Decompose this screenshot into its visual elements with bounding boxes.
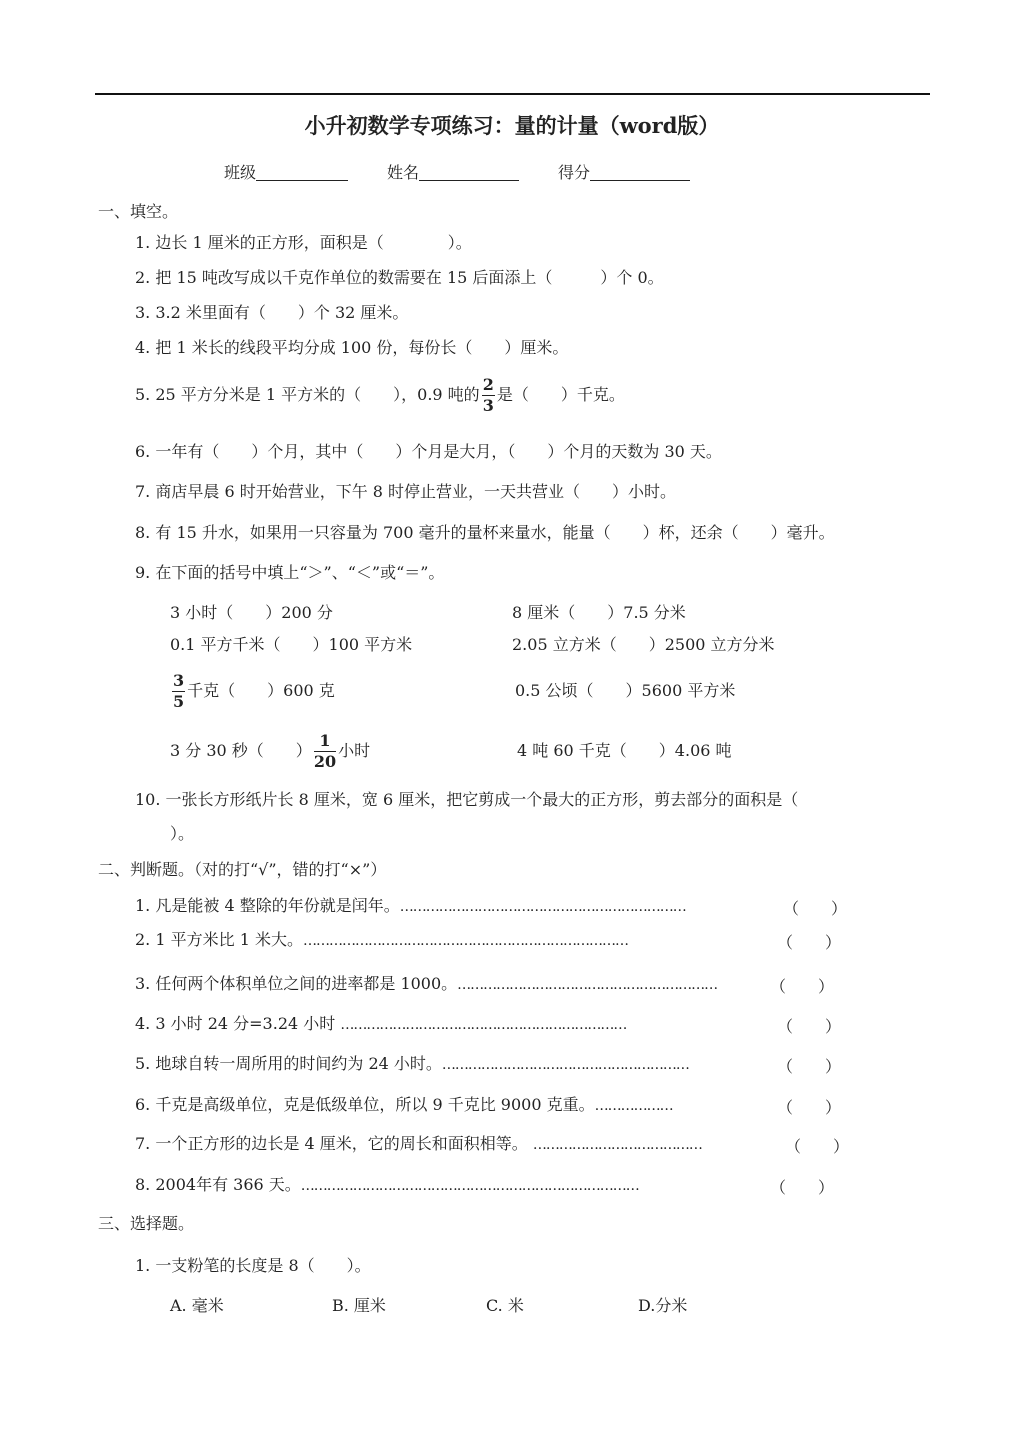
judge-answer-6[interactable]: （ ） — [777, 1098, 842, 1117]
section2-heading: 二、判断题。（对的打“√”，错的打“×”） — [98, 860, 387, 879]
score-blank[interactable] — [590, 162, 690, 181]
question-1-3: 3. 3.2 米里面有（ ）个 32 厘米。 — [135, 303, 409, 322]
question-1-7: 7. 商店早晨 6 时开始营业，下午 8 时停止营业，一天共营业（ ）小时。 — [135, 482, 677, 501]
compare-b1: 8 厘米（ ）7.5 分米 — [512, 603, 686, 622]
leader-dots: ……………… — [594, 1098, 673, 1114]
judge-text-6: 6. 千克是高级单位，克是低级单位，所以 9 千克比 9000 克重。 — [135, 1095, 595, 1114]
score-field — [558, 160, 690, 183]
page-title: 小升初数学专项练习：量的计量（word版） — [304, 113, 720, 138]
judge-item-3 — [135, 974, 717, 995]
fraction-denominator: 20 — [313, 752, 337, 771]
judge-item-5 — [135, 1054, 689, 1075]
score-label: 得分 — [558, 163, 591, 182]
question-1-5 — [135, 375, 625, 415]
compare-b2: 2.05 立方米（ ）2500 立方分米 — [512, 635, 775, 654]
q5-text-b: 是（ ）千克。 — [496, 385, 625, 404]
choice-option-b[interactable]: B. 厘米 — [332, 1296, 386, 1315]
compare-a1: 3 小时（ ）200 分 — [170, 603, 333, 622]
judge-answer-8[interactable]: （ ） — [770, 1178, 835, 1197]
compare-a4-text-b: 小时 — [338, 741, 371, 760]
fraction-denominator: 3 — [482, 396, 494, 415]
judge-item-4 — [135, 1014, 626, 1035]
name-blank[interactable] — [419, 162, 519, 181]
class-field — [224, 160, 348, 183]
question-1-2: 2. 把 15 吨改写成以千克作单位的数需要在 15 后面添上（ ）个 0。 — [135, 268, 664, 287]
compare-a2: 0.1 平方千米（ ）100 平方米 — [170, 635, 413, 654]
compare-b4: 4 吨 60 千克（ ）4.06 吨 — [517, 741, 732, 760]
leader-dots: …………………………………………………… — [457, 977, 718, 993]
compare-a3 — [170, 671, 335, 711]
section1-heading: 一、填空。 — [98, 202, 179, 221]
question-1-9: 9. 在下面的括号中填上“＞”、“＜”或“＝”。 — [135, 563, 445, 582]
judge-text-1: 1. 凡是能被 4 整除的年份就是闰年。 — [135, 896, 400, 915]
class-blank[interactable] — [256, 162, 348, 181]
compare-a3-text: 千克（ ）600 克 — [187, 681, 335, 700]
judge-text-3: 3. 任何两个体积单位之间的进率都是 1000。 — [135, 974, 458, 993]
question-1-1: 1. 边长 1 厘米的正方形，面积是（ ）。 — [135, 233, 472, 252]
fraction-denominator: 5 — [173, 692, 185, 711]
question-1-6: 6. 一年有（ ）个月，其中（ ）个月是大月，（ ）个月的天数为 30 天。 — [135, 442, 722, 461]
choice-option-c[interactable]: C. 米 — [486, 1296, 524, 1315]
name-label: 姓名 — [387, 163, 420, 182]
judge-text-2: 2. 1 平方米比 1 米大。 — [135, 930, 303, 949]
fraction-two-thirds — [482, 377, 495, 414]
judge-text-8: 8. 2004年有 366 天。 — [135, 1175, 301, 1194]
judge-answer-5[interactable]: （ ） — [777, 1057, 842, 1076]
leader-dots: ………………………………………………………… — [340, 1017, 627, 1033]
fraction-numerator: 3 — [173, 671, 185, 690]
leader-dots: ………………………………………………………………… — [302, 933, 628, 949]
fraction-three-fifths — [172, 673, 185, 710]
name-field — [387, 160, 519, 183]
choice-question-1: 1. 一支粉笔的长度是 8（ ）。 — [135, 1256, 371, 1275]
class-label: 班级 — [224, 163, 257, 182]
choice-option-a[interactable]: A. 毫米 — [170, 1296, 224, 1315]
judge-text-7: 7. 一个正方形的边长是 4 厘米，它的周长和面积相等。 — [135, 1134, 528, 1153]
leader-dots: ………………………………………………… — [441, 1057, 689, 1073]
section3-heading: 三、选择题。 — [98, 1214, 195, 1233]
question-1-8: 8. 有 15 升水，如果用一只容量为 700 毫升的量杯来量水，能量（ ）杯，还余（ ）毫升。 — [135, 523, 835, 542]
judge-item-7 — [135, 1134, 702, 1155]
judge-answer-1[interactable]: （ ） — [783, 899, 848, 918]
compare-a4-text-a: 3 分 30 秒（ ） — [170, 741, 312, 760]
judge-answer-2[interactable]: （ ） — [777, 933, 842, 952]
judge-text-5: 5. 地球自转一周所用的时间约为 24 小时。 — [135, 1054, 442, 1073]
question-1-10-cont: ）。 — [170, 824, 195, 843]
compare-b3: 0.5 公顷（ ）5600 平方米 — [515, 681, 736, 700]
judge-answer-4[interactable]: （ ） — [777, 1017, 842, 1036]
leader-dots: ………………………………………………………… — [399, 899, 686, 915]
q5-text-a: 5. 25 平方分米是 1 平方米的（ ），0.9 吨的 — [135, 385, 480, 404]
leader-dots: …………………………………………………………………… — [300, 1178, 639, 1194]
fraction-numerator: 1 — [314, 733, 336, 752]
compare-a4 — [170, 731, 370, 771]
judge-answer-3[interactable]: （ ） — [770, 977, 835, 996]
judge-item-1 — [135, 896, 686, 917]
judge-item-8 — [135, 1175, 639, 1196]
judge-answer-7[interactable]: （ ） — [785, 1137, 850, 1156]
question-1-4: 4. 把 1 米长的线段平均分成 100 份，每份长（ ）厘米。 — [135, 338, 569, 357]
top-rule — [95, 93, 930, 95]
leader-dots: ………………………………… — [532, 1137, 702, 1153]
question-1-10: 10. 一张长方形纸片长 8 厘米，宽 6 厘米，把它剪成一个最大的正方形，剪去部分的面积是（ — [135, 790, 799, 809]
judge-text-4: 4. 3 小时 24 分=3.24 小时 — [135, 1014, 336, 1033]
fraction-numerator: 2 — [482, 375, 494, 394]
choice-option-d[interactable]: D.分米 — [638, 1296, 688, 1315]
fraction-one-twentieth — [314, 733, 336, 770]
judge-item-2 — [135, 930, 628, 951]
judge-item-6 — [135, 1095, 673, 1116]
